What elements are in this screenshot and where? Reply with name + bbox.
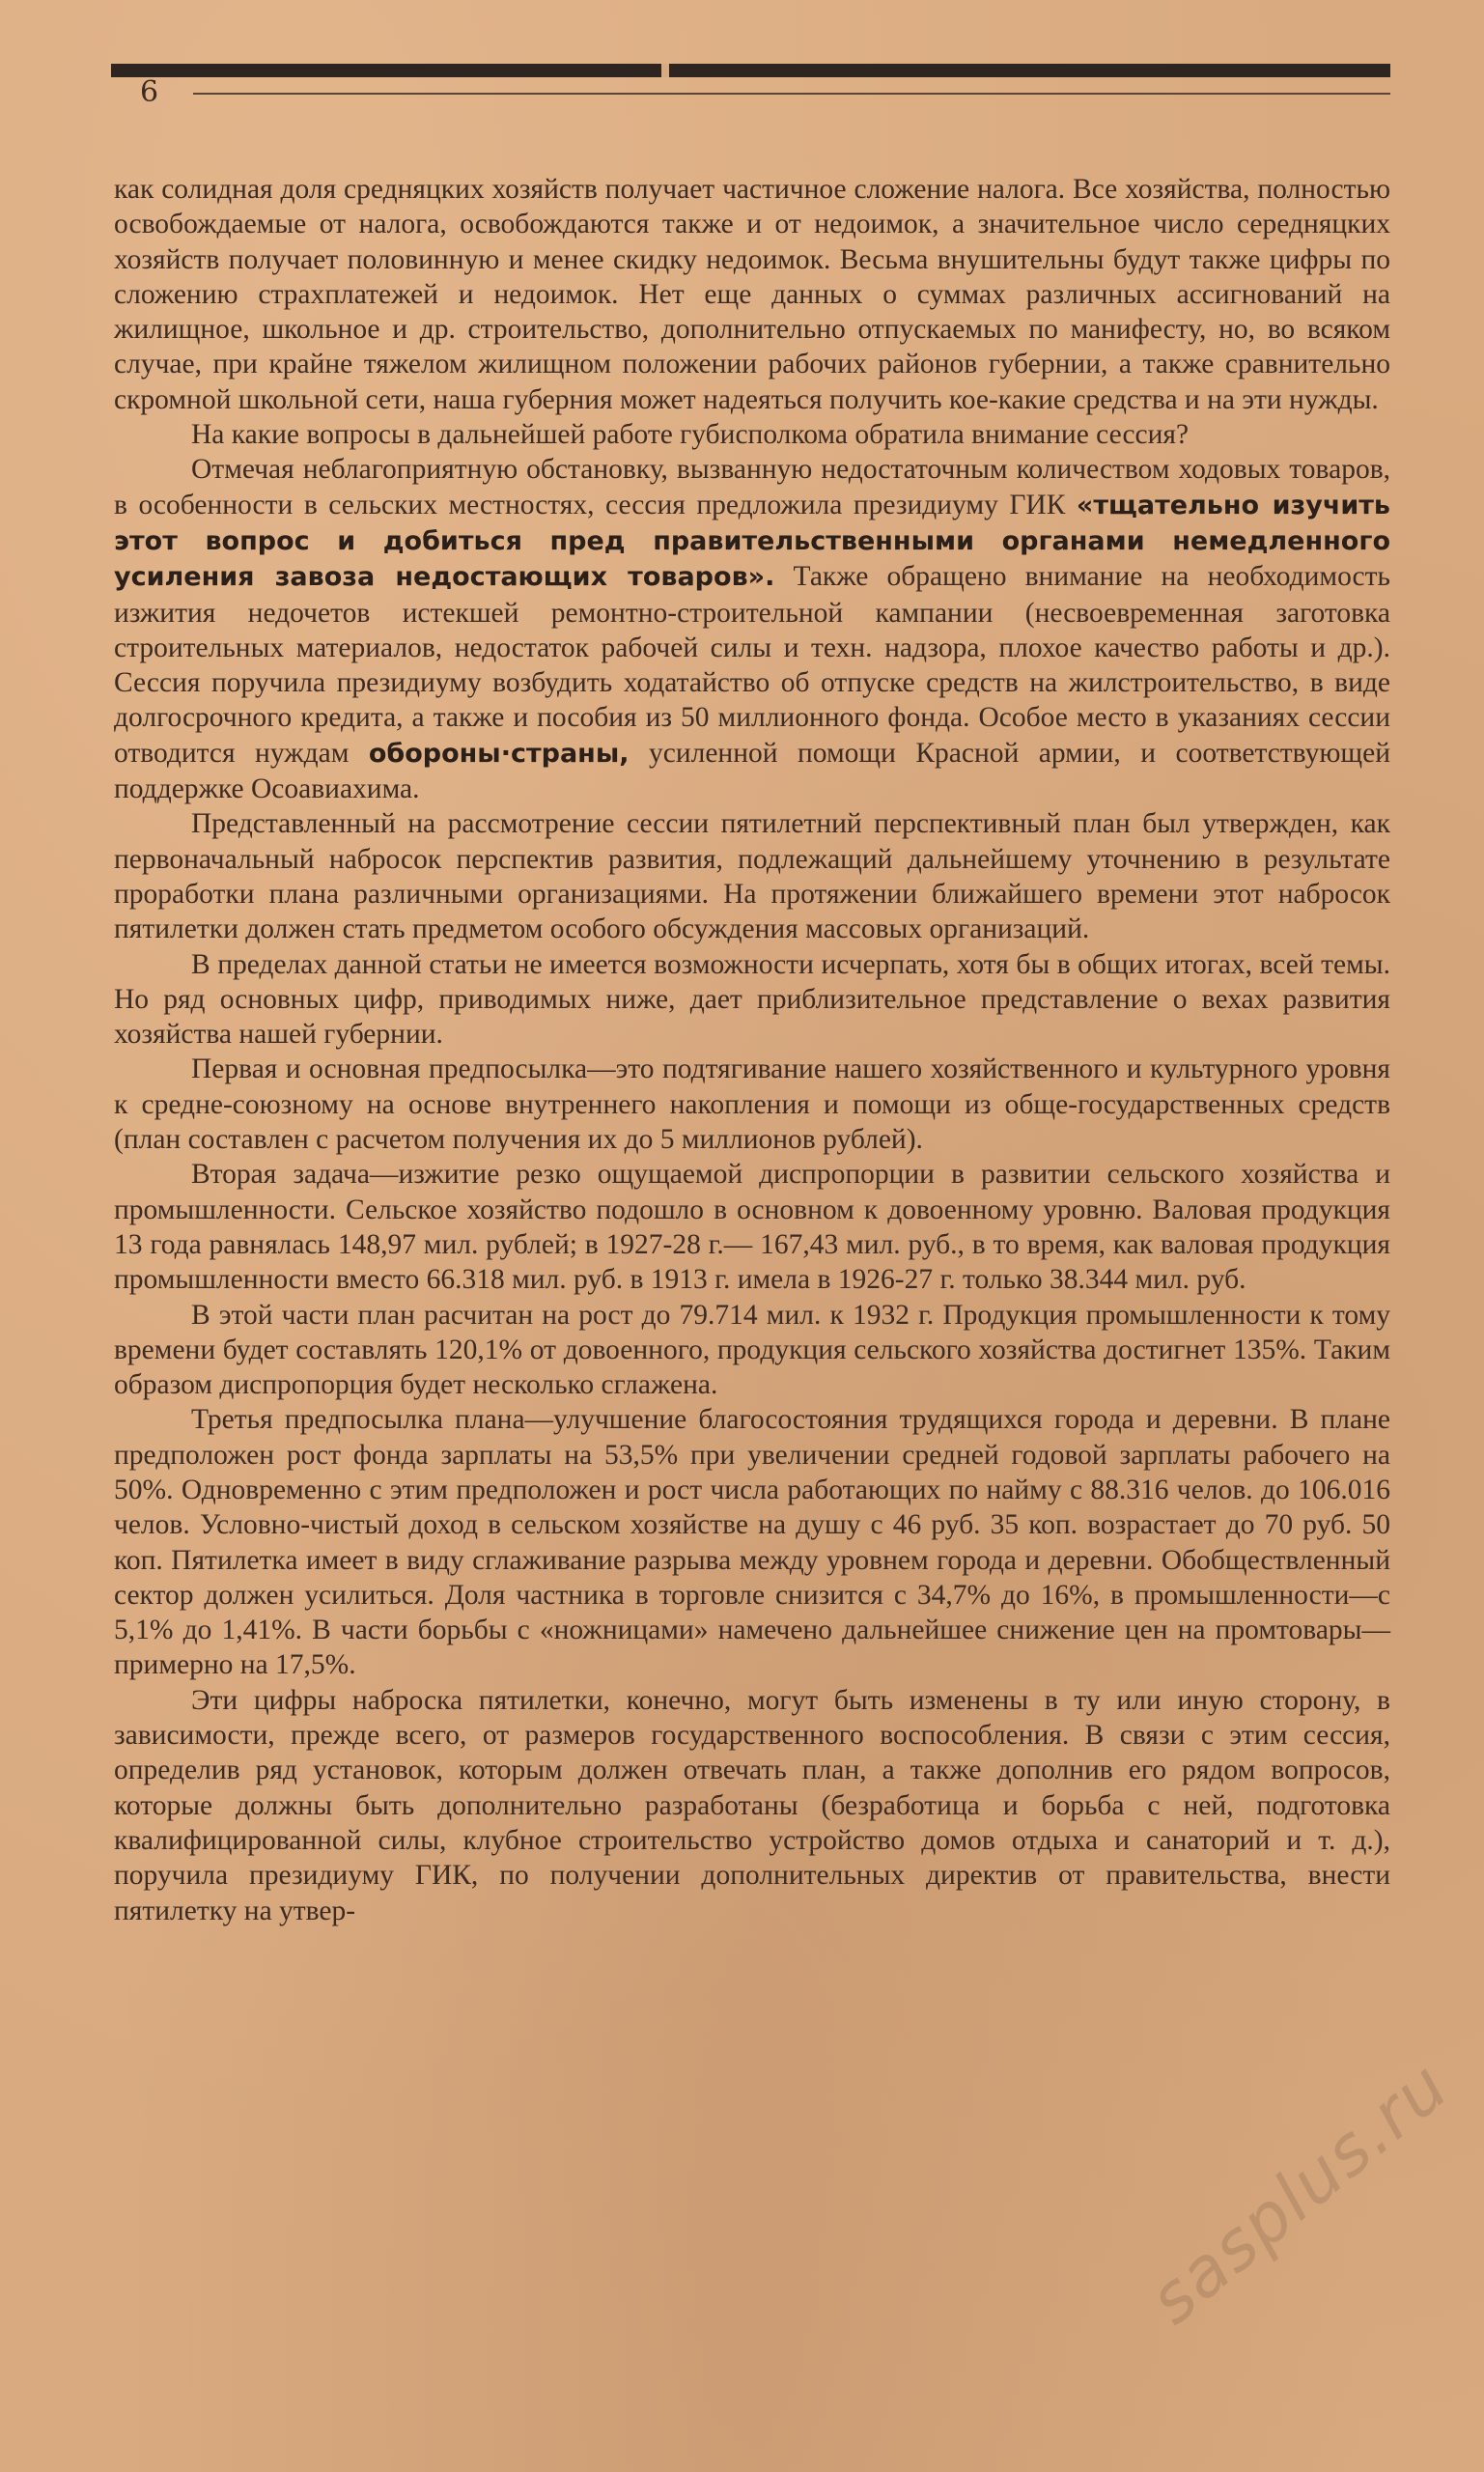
top-rule [111, 64, 1390, 77]
paragraph-9: Третья предпосылка плана—улучшение благосостояния трудящихся города и деревни. В плане предположен рост фонда зарплаты на 53,5% при увеличении средней годовой зарплаты рабочего на 50%. Одновременно с этим предположен и рост числа работающих по найму с 88.316 челов. до 106.016 челов. Условно-чистый доход в сельском хозяйстве на душу с 46 руб. 35 коп. возрастает до 70 руб. 50 коп. Пятилетка имеет в виду сглаживание разрыва между уровнем города и деревни. Обобществленный сектор должен усилиться. Доля частника в торговле снизится с 34,7% до 16%, в промышленности—с 5,1% до 1,41%. В части борьбы с «ножницами» намечено дальнейшее снижение цен на промтовары—примерно на 17,5%. [114, 1404, 1390, 1681]
paragraph-2: На какие вопросы в дальнейшей работе губисполкома обратила внимание сессия? [191, 419, 1190, 451]
paragraph-7: Вторая задача—изжитие резко ощущаемой диспропорции в развитии сельского хозяйства и промышленности. Сельское хозяйство подошло в основном к довоенному уровню. Валовая продукция 13 года равнялась 148,97 мил. рублей; в 1927-28 г.— 167,43 мил. руб., в то время, как валовая продукция промышленности вместо 66.318 мил. руб. в 1913 г. имела в 1926-27 г. только 38.344 мил. руб. [114, 1159, 1390, 1296]
paragraph-8: В этой части план расчитан на рост до 79.714 мил. к 1932 г. Продукция промышленности к тому времени будет составлять 120,1% от довоенного, продукция сельского хозяйства достигнет 135%. Таким образом диспропорция будет несколько сглажена. [114, 1299, 1390, 1401]
paragraph-1: как солидная доля средняцких хозяйств получает частичное сложение налога. Все хозяйства, полностью освобождаемые от налога, освобождаются также и от недоимок, а значительное число середняцких хозяйств получает половинную и менее скидку недоимок. Весьма внушительны будут также цифры по сложению страхплатежей и недоимок. Нет еще данных о суммах различных ассигнований на жилищное, школьное и др. строительство, дополнительно отпускаемых по манифесту, но, во всяком случае, при крайне тяжелом жилищном положении рабочих районов губернии, а также сравнительно скромной школьной сети, наша губерния может надеяться получить кое-какие средства и на эти нужды. [114, 174, 1390, 415]
page-number: 6 [140, 75, 159, 109]
watermark: sasplus.ru [1134, 2045, 1464, 2340]
emphasis-quote: «тщательно изучить этот вопрос и добиться пред правительственными органами немедленного усиления завоза недостающих товаров». [114, 490, 1390, 593]
article-body [114, 172, 1390, 1928]
paragraph-5: В пределах данной статьи не имеется возможности исчерпать, хотя бы в общих итогах, всей темы. Но ряд основных цифр, приводимых ниже, дает приблизительное представление о вехах развития хозяйства нашей губернии. [114, 948, 1390, 1051]
top-thin-rule [193, 93, 1390, 95]
paragraph-6: Первая и основная предпосылка—это подтягивание нашего хозяйственного и культурного уровня к средне-союзному на основе внутреннего накопления и помощи из обще-государственных средств (план составлен с расчетом получения их до 5 миллионов рублей). [114, 1053, 1390, 1156]
paragraph-4: Представленный на рассмотрение сессии пятилетний перспективный план был утвержден, как первоначальный набросок перспектив развития, подлежащий дальнейшему уточнению в результате проработки плана различными организациями. На протяжении ближайшего времени этот набросок пятилетки должен стать предметом особого обсуждения массовых организаций. [114, 808, 1390, 945]
paragraph-3: Отмечая неблагоприятную обстановку, вызванную недостаточным количеством ходовых товаров, в особенности в сельских местностях, сессия предложила президиуму ГИК «тщательно изучить этот вопрос и добиться пред правительственными органами немедленного усиления завоза недостающих товаров». Также обращено внимание на необходимость изжития недочетов истекшей ремонтно-строительной кампании (несвоевременная заготовка строительных материалов, недостаток рабочей силы и техн. надзора, плохое качество работы и др.). Сессия поручила президиуму возбудить ходатайство об отпуске средств на жилстроительство, в виде долгосрочного кредита, а также и пособия из 50 миллионного фонда. Особое место в указаниях сессии отводится нуждам обороны·страны, усиленной помощи Красной армии, и соответствующей поддержке Осоавиахима. [114, 454, 1390, 805]
paragraph-10: Эти цифры наброска пятилетки, конечно, могут быть изменены в ту или иную сторону, в зависимости, прежде всего, от размеров государственного воспособления. В связи с этим сессия, определив ряд установок, которым должен отвечать план, а также дополнив его рядом вопросов, которые должны быть дополнительно разработаны (безработица и борьба с ней, подготовка квалифицированной силы, клубное строительство устройство домов отдыха и санаторий и т. д.), поручила президиуму ГИК, по получении дополнительных директив от правительства, внести пятилетку на утвер- [114, 1684, 1390, 1926]
emphasis-defense: обороны·страны, [368, 738, 630, 769]
